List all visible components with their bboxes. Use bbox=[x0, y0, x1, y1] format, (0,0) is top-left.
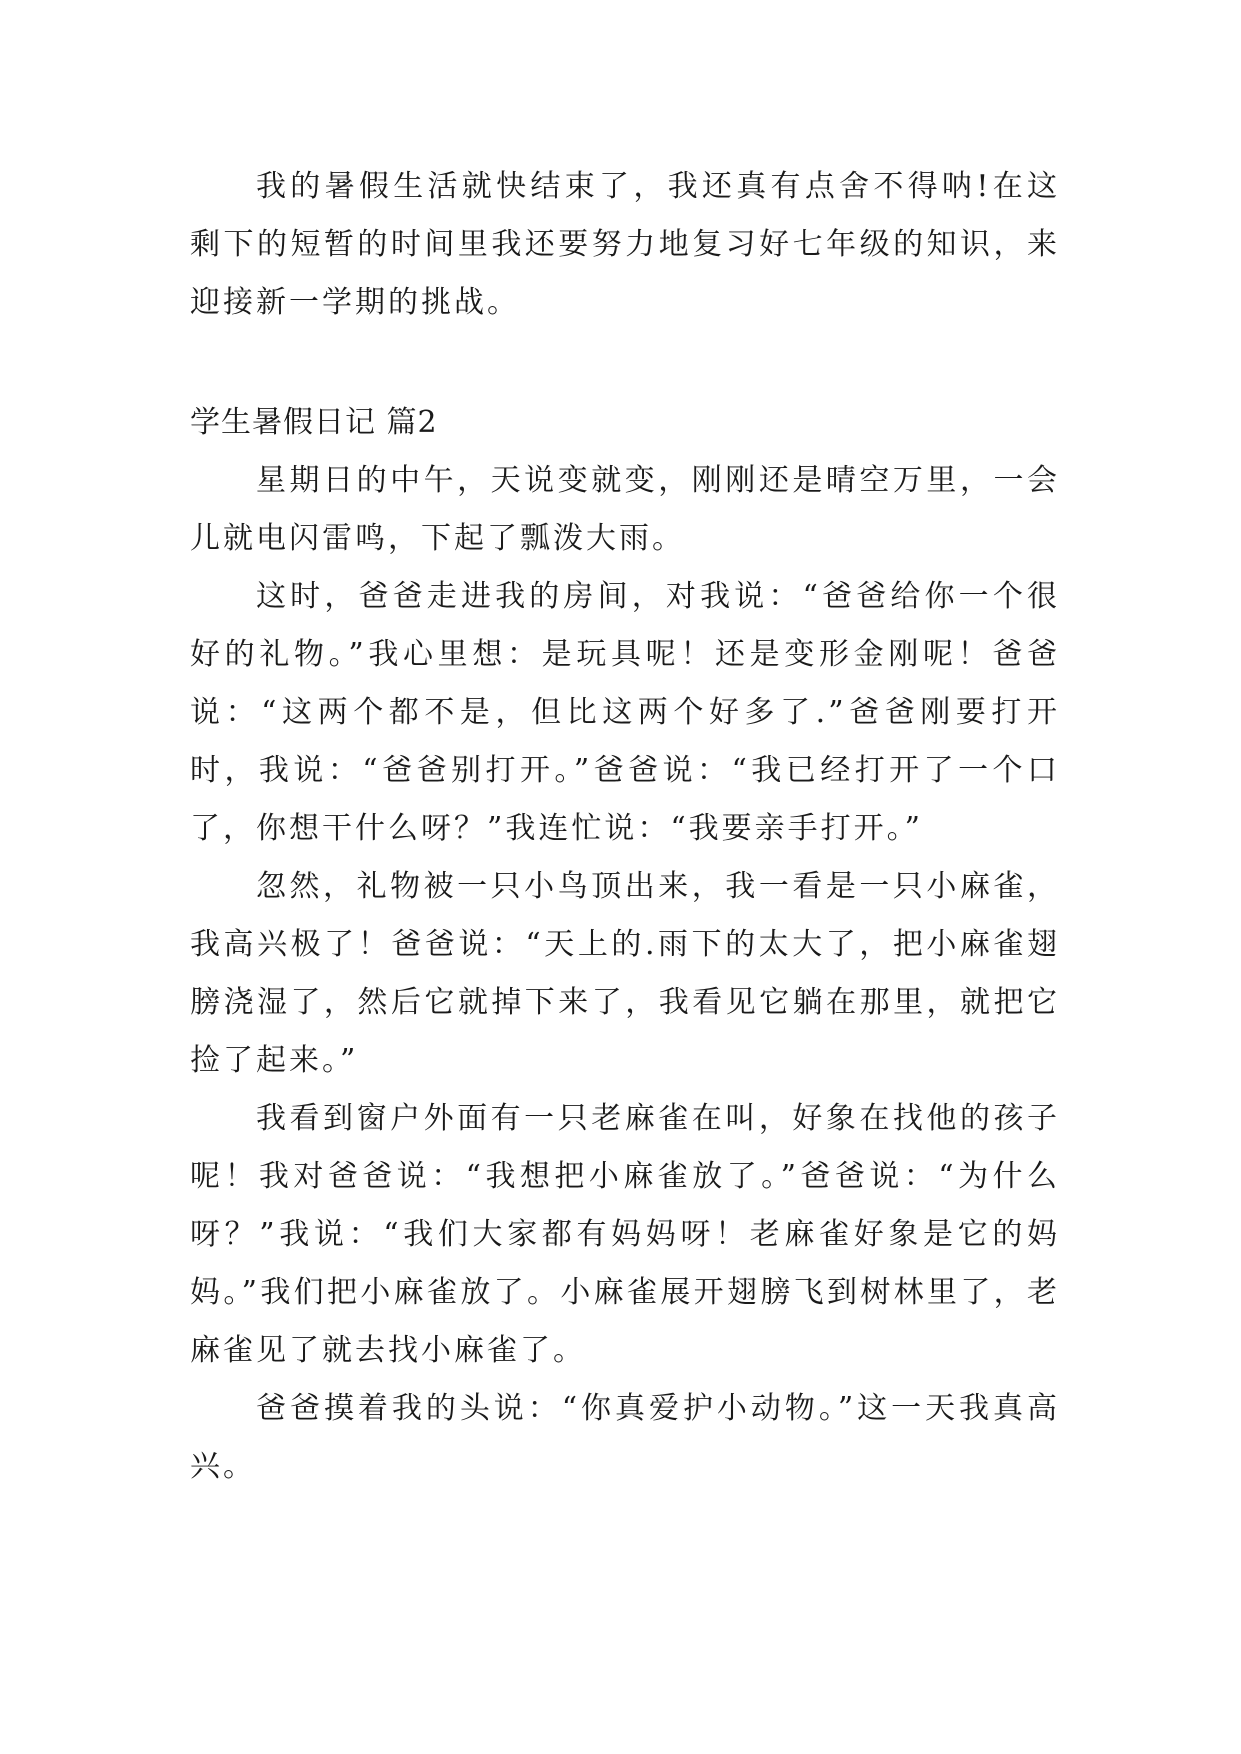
paragraph-2: 这时，爸爸走进我的房间，对我说：“爸爸给你一个很好的礼物。”我心里想：是玩具呢！还是变形金刚呢！爸爸说：“这两个都不是，但比这两个好多了.”爸爸刚要打开时，我说：“爸爸别打开。”爸爸说：“我已经打开了一个口了，你想干什么呀？”我连忙说：“我要亲手打开。” bbox=[190, 579, 1060, 846]
section-spacer bbox=[190, 332, 1060, 394]
paragraph-1: 星期日的中午，天说变就变，刚刚还是晴空万里，一会儿就电闪雷鸣，下起了瓢泼大雨。 bbox=[190, 463, 1060, 556]
paragraph-4: 我看到窗户外面有一只老麻雀在叫，好象在找他的孩子呢！我对爸爸说：“我想把小麻雀放了。”爸爸说：“为什么呀？”我说：“我们大家都有妈妈呀！老麻雀好象是它的妈妈。”我们把小麻雀放了。小麻雀展开翅膀飞到树林里了，老麻雀见了就去找小麻雀了。 bbox=[190, 1101, 1060, 1368]
paragraph-5: 爸爸摸着我的头说：“你真爱护小动物。”这一天我真高兴。 bbox=[190, 1391, 1060, 1484]
section-heading: 学生暑假日记 篇2 bbox=[190, 405, 438, 440]
paragraph-3: 忽然，礼物被一只小鸟顶出来，我一看是一只小麻雀，我高兴极了！爸爸说：“天上的.雨下的太大了，把小麻雀翅膀浇湿了，然后它就掉下来了，我看见它躺在那里，就把它捡了起来。” bbox=[190, 869, 1060, 1078]
document-body bbox=[190, 158, 1060, 1496]
intro-paragraph: 我的暑假生活就快结束了，我还真有点舍不得呐!在这剩下的短暂的时间里我还要努力地复习好七年级的知识，来迎接新一学期的挑战。 bbox=[190, 169, 1060, 320]
